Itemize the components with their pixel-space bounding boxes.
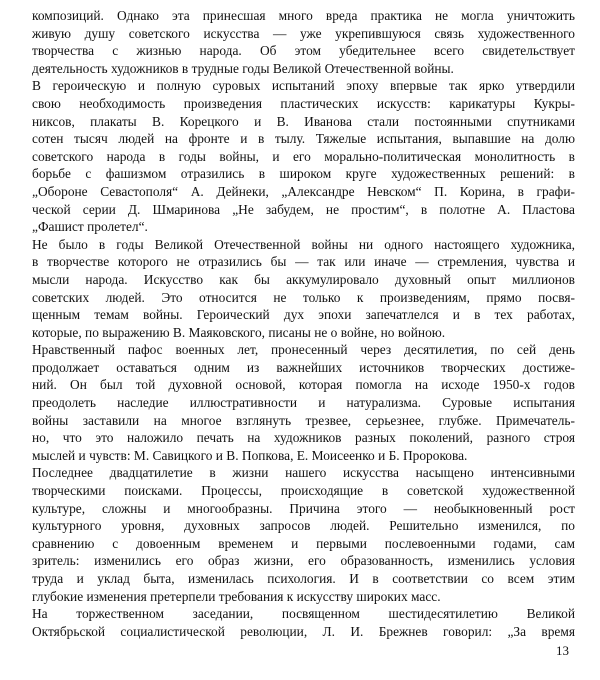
text-line: войны заставили на многое взглянуть трезвее, серьезнее, глубже. Примечатель- — [32, 412, 575, 428]
text-line: советского народа в годы войны, и его морально-политическая монолитность в — [32, 148, 575, 164]
paragraph-6 — [32, 605, 575, 640]
text-line: В героическую и полную суровых испытаний эпоху впервые так ярко утвердили — [32, 78, 575, 94]
text-line: композиций. Однако эта принесшая много вреда практика не могла уничтожить — [32, 8, 575, 23]
text-line: свою необходимость произведения пластических искусств: карикатуры Кукры- — [32, 95, 575, 111]
page-number: 13 — [556, 643, 569, 658]
text-line: Октябрьской социалистической революции, Л. И. Брежнев говорил: „За время — [32, 623, 575, 639]
text-line: никсов, плакаты В. Корецкого и В. Иванова стали постоянными спутниками — [32, 113, 575, 129]
text-line: мысли народа. Искусство как бы аккумулировало духовный опыт миллионов — [32, 271, 575, 287]
text-line: На торжественном заседании, посвященном шестидесятилетию Великой — [32, 606, 575, 622]
text-line: продолжает оставаться одним из важнейших источников творческих достиже- — [32, 359, 575, 375]
text-line: деятельность художников в трудные годы Великой Отечественной войны. — [32, 60, 454, 76]
text-line: глубокие изменения претерпели требования к искусству широких масс. — [32, 588, 441, 604]
text-line: мыслей и чувств: М. Савицкого и В. Попкова, Е. Моисеенко и Б. Пророкова. — [32, 447, 468, 463]
paragraph-5 — [32, 464, 575, 605]
text-line: в творчестве которого не отразились бы — так или иначе — стремления, чувства и — [32, 254, 575, 270]
text-line: „Обороне Севастополя“ А. Дейнеки, „Александре Невском“ П. Корина, в графи- — [32, 183, 575, 199]
text-line: Последнее двадцатилетие в жизни нашего искусства насыщено интенсивными — [32, 465, 575, 481]
text-line: советских людей. Это относится не только к произведениям, прямо посвя- — [32, 289, 575, 305]
text-line: зритель: изменились его образ жизни, его образованность, изменились условия — [32, 553, 575, 569]
text-line: Не было в годы Великой Отечественной войны ни одного настоящего художника, — [32, 236, 575, 252]
text-line: борьбе с фашизмом отразились в широком круге художественных решений: в — [32, 166, 575, 182]
text-line: труда и уклад быта, изменилась психология. И в соответствии со всем этим — [32, 571, 575, 586]
paragraph-1 — [32, 7, 575, 77]
text-line: творческими поисками. Процессы, происходящие в советской художественной — [32, 483, 575, 499]
text-line: сотен тысяч людей на фронте и в тылу. Тяжелые испытания, выпавшие на долю — [32, 131, 575, 147]
text-line: живую душу советского искусства — уже укрепившуюся связь художественного — [32, 25, 575, 41]
text-line: ний. Он был той духовной основой, которая помогла на исходе 1950-х годов — [32, 377, 575, 393]
paragraph-2 — [32, 77, 575, 235]
paragraph-4 — [32, 341, 575, 464]
text-line: „Фашист пролетел“. — [32, 219, 148, 235]
text-line: но, что это наложило печать на художников разных поколений, разного строя — [32, 430, 575, 446]
paragraph-3 — [32, 236, 575, 342]
text-line: Нравственный пафос военных лет, пронесенный через десятилетия, по сей день — [32, 342, 575, 358]
text-line: культурного уровня, духовных запросов людей. Решительно изменился, по — [32, 518, 575, 534]
text-line: ческой серии Д. Шмаринова „Не забудем, не простим“, в полотне А. Пластова — [32, 201, 575, 217]
body-text — [32, 7, 575, 640]
text-line: культуре, сложны и многообразны. Причина этого — необыкновенный рост — [32, 500, 575, 516]
text-line: сравнению с довоенным временем и первыми послевоенными годами, сам — [32, 535, 575, 551]
text-line: которые, по выражению В. Маяковского, писаны не о войне, но войною. — [32, 324, 446, 340]
text-line: преодолеть наследие иллюстративности и натурализма. Суровые испытания — [32, 395, 575, 411]
text-line: щенным темам войны. Героический дух эпохи запечатлелся и в тех работах, — [32, 307, 575, 323]
text-line: творчества с жизнью народа. Об этом убедительнее всего свидетельствует — [32, 43, 575, 59]
